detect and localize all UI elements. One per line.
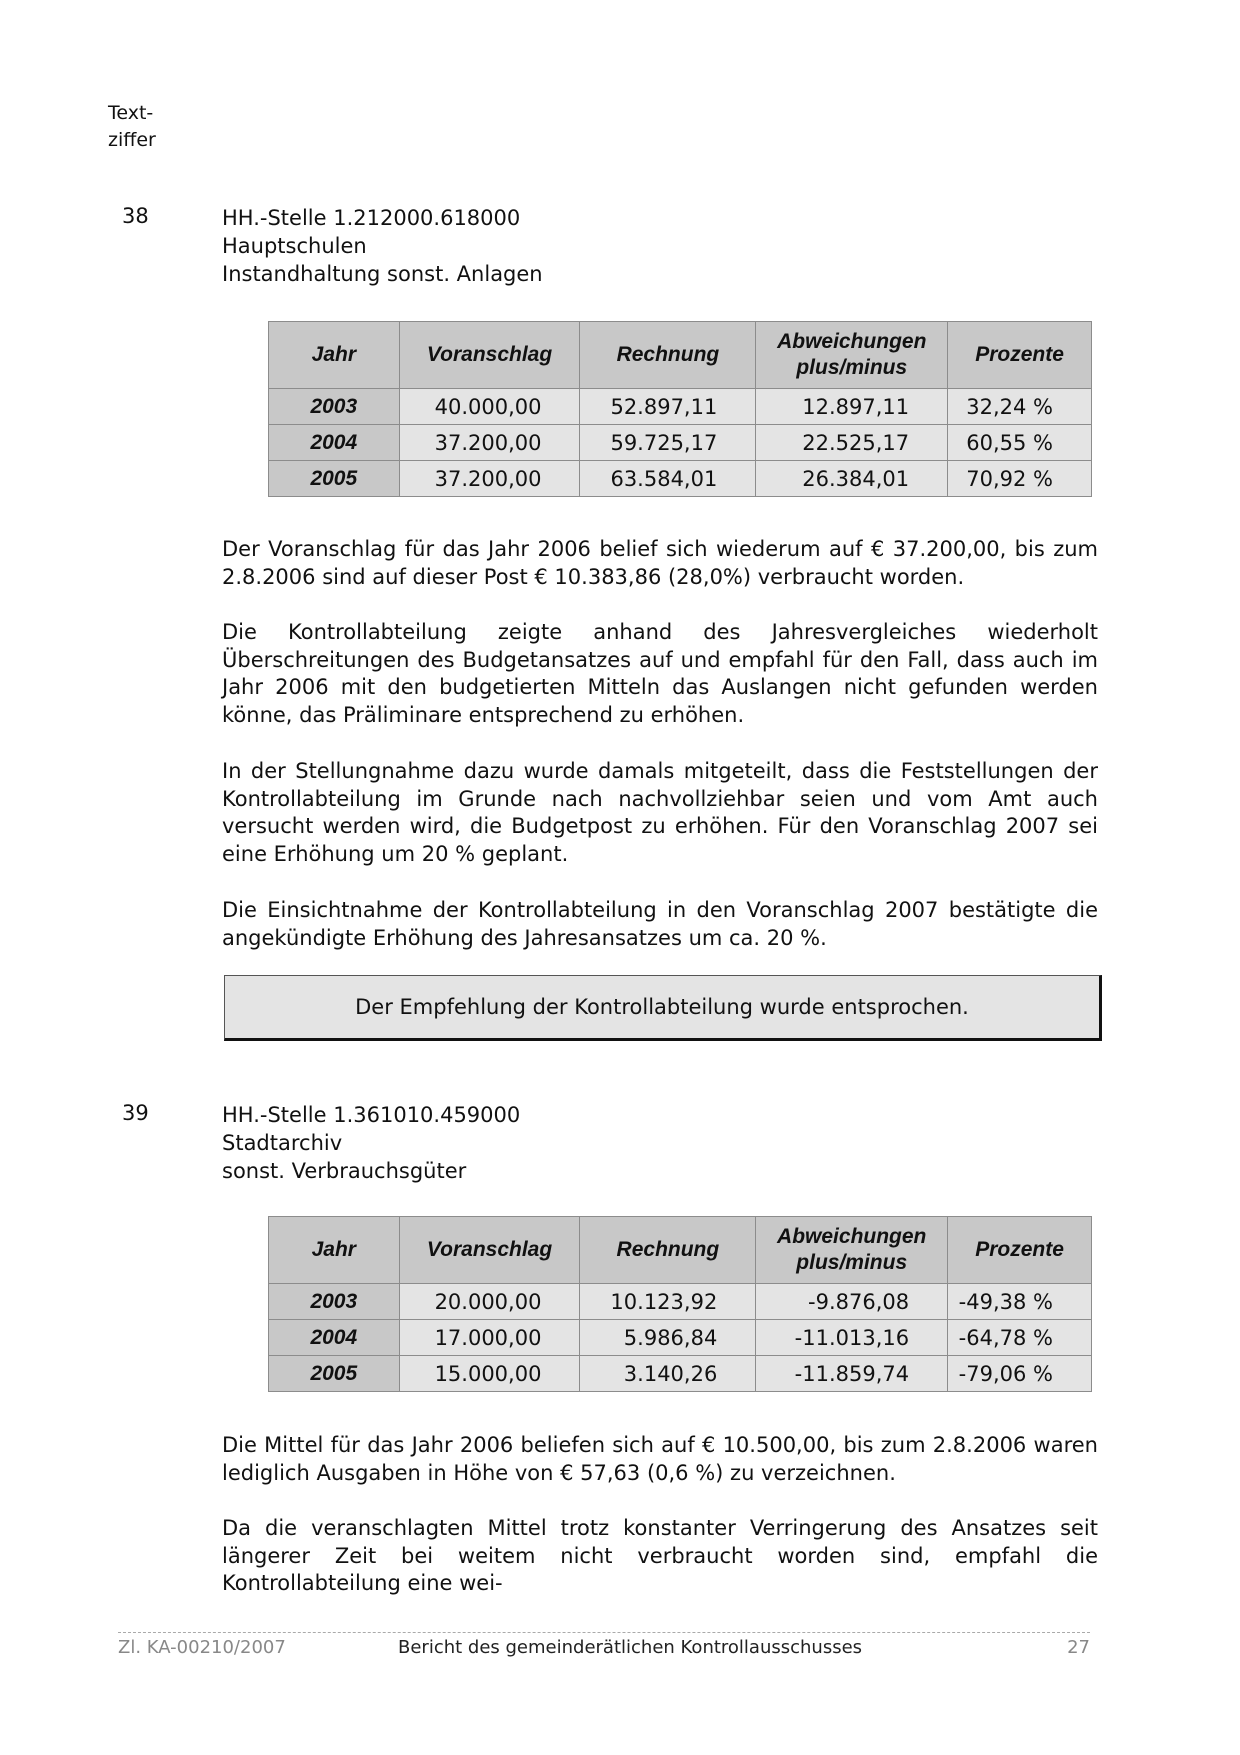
cell-deviation: -9.876,08 [756,1284,948,1320]
cell-estimate: 40.000,00 [399,389,580,425]
table-row [269,1284,1092,1320]
section-39-heading [222,1101,520,1185]
col-header-year: Jahr [269,322,400,389]
col-header-deviation: Abweichungen plus/minus [756,1217,948,1284]
margin-label-line1: Text- [108,102,154,124]
col-header-deviation: Abweichungen plus/minus [756,322,948,389]
cell-percent: 60,55 % [948,425,1092,461]
col-header-year: Jahr [269,1217,400,1284]
cell-percent: 70,92 % [948,461,1092,497]
cell-estimate: 15.000,00 [399,1356,580,1392]
footer-title: Bericht des gemeinderätlichen Kontrollausschusses [398,1637,863,1658]
expense-category: sonst. Verbrauchsgüter [222,1159,467,1183]
cell-actual: 59.725,17 [580,425,756,461]
paragraph: Die Mittel für das Jahr 2006 beliefen sich auf € 10.500,00, bis zum 2.8.2006 waren lediglich Ausgaben in Höhe von € 57,63 (0,6 %) zu verzeichnen. [222,1433,1098,1485]
cell-percent: -64,78 % [948,1320,1092,1356]
cell-year: 2004 [269,1320,400,1356]
cell-percent: -79,06 % [948,1356,1092,1392]
footer-divider [118,1632,1090,1633]
cell-percent: -49,38 % [948,1284,1092,1320]
section-number-39: 39 [122,1101,149,1125]
table-row [269,1320,1092,1356]
paragraph: Da die veranschlagten Mittel trotz konstanter Verringerung des Ansatzes seit längerer Zeit bei weitem nicht verbraucht worden sind, empfahl die Kontrollabteilung eine wei- [222,1516,1098,1595]
col-header-estimate: Voranschlag [399,1217,580,1284]
budget-table-38 [268,321,1092,497]
table-header-row [269,1217,1092,1284]
page-number: 27 [1067,1637,1090,1658]
cell-percent: 32,24 % [948,389,1092,425]
cell-year: 2005 [269,1356,400,1392]
cell-actual: 3.140,26 [580,1356,756,1392]
paragraph: Die Einsichtnahme der Kontrollabteilung in den Voranschlag 2007 bestätigte die angekündigte Erhöhung des Jahresansatzes um ca. 20 %. [222,898,1098,950]
cell-year: 2005 [269,461,400,497]
cell-year: 2003 [269,389,400,425]
cell-estimate: 20.000,00 [399,1284,580,1320]
col-header-percent: Prozente [948,1217,1092,1284]
col-header-percent: Prozente [948,322,1092,389]
result-text: Der Empfehlung der Kontrollabteilung wurde entsprochen. [355,995,969,1019]
table-header-row [269,322,1092,389]
cell-year: 2003 [269,1284,400,1320]
department: Hauptschulen [222,234,367,258]
section-38-heading [222,204,543,288]
footer-reference: Zl. KA-00210/2007 [118,1637,286,1658]
table-row [269,389,1092,425]
paragraph: Die Kontrollabteilung zeigte anhand des Jahresvergleiches wiederholt Überschreitungen des Budgetansatzes auf und empfahl für den Fall, dass auch im Jahr 2006 mit den budgetierten Mitteln das Auslangen nicht gefunden werden könne, das Präliminare entsprechend zu erhöhen. [222,620,1098,727]
cell-estimate: 17.000,00 [399,1320,580,1356]
section-number-38: 38 [122,204,149,228]
department: Stadtarchiv [222,1131,343,1155]
cell-year: 2004 [269,425,400,461]
cell-deviation: -11.859,74 [756,1356,948,1392]
budget-table-39 [268,1216,1092,1392]
cell-deviation: 12.897,11 [756,389,948,425]
col-header-actual: Rechnung [580,322,756,389]
table-row [269,1356,1092,1392]
cell-estimate: 37.200,00 [399,461,580,497]
cell-actual: 63.584,01 [580,461,756,497]
table-row [269,461,1092,497]
cell-actual: 52.897,11 [580,389,756,425]
margin-label [108,100,156,154]
cell-deviation: 26.384,01 [756,461,948,497]
paragraph: Der Voranschlag für das Jahr 2006 belief sich wiederum auf € 37.200,00, bis zum 2.8.2006 sind auf dieser Post € 10.383,86 (28,0%) verbraucht worden. [222,537,1098,589]
budget-line: HH.-Stelle 1.361010.459000 [222,1103,521,1127]
margin-label-line2: ziffer [108,129,156,151]
cell-deviation: 22.525,17 [756,425,948,461]
cell-estimate: 37.200,00 [399,425,580,461]
expense-category: Instandhaltung sonst. Anlagen [222,262,543,286]
cell-actual: 10.123,92 [580,1284,756,1320]
table-row [269,425,1092,461]
recommendation-result-box [224,975,1102,1041]
cell-deviation: -11.013,16 [756,1320,948,1356]
cell-actual: 5.986,84 [580,1320,756,1356]
col-header-actual: Rechnung [580,1217,756,1284]
col-header-estimate: Voranschlag [399,322,580,389]
paragraph: In der Stellungnahme dazu wurde damals mitgeteilt, dass die Feststellungen der Kontrollabteilung im Grunde nach nachvollziehbar seien und vom Amt auch versucht werden wird, die Budgetpost zu erhöhen. Für den Voranschlag 2007 sei eine Erhöhung um 20 % geplant. [222,759,1098,866]
budget-line: HH.-Stelle 1.212000.618000 [222,206,521,230]
